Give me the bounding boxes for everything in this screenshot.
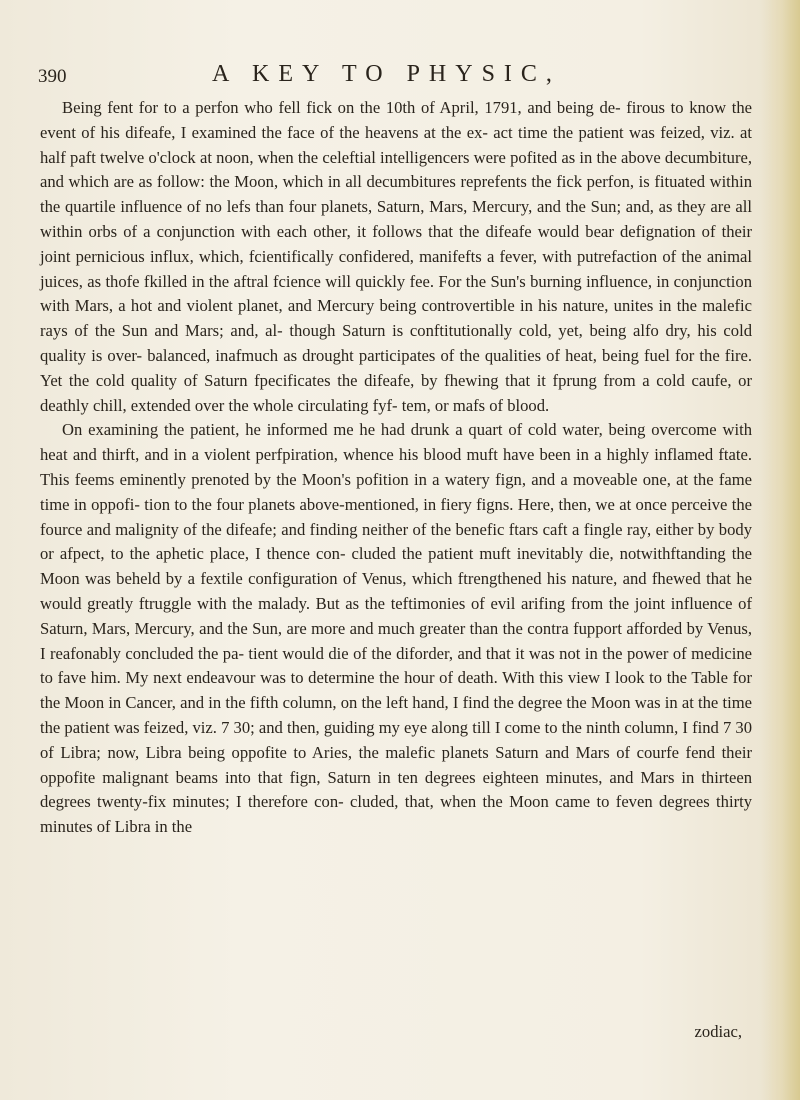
page-header [38,58,758,92]
paragraph: Being fent for to a perfon who fell fick on the 10th of April, 1791, and being de- firous to know the event of his difeafe, I examined the face of the heavens at the ex- act time the patient was feized, viz. at half paft twelve o'clock at noon, when the celeftial intelligencers were pofited as in the above decumbiture, and which are as follow: the Moon, which in all decumbitures reprefents the fick perfon, is fituated within the quartile influence of no lefs than four planets, Saturn, Mars, Mercury, and the Sun; and, as they are all within orbs of a conjunction with each other, it follows that the difeafe would bear defignation of their joint pernicious influx, which, fcientifically confidered, manifefts a fever, with putrefaction of the animal juices, as thofe fkilled in the aftral fcience will quickly fee. For the Sun's burning influence, in conjunction with Mars, a hot and violent planet, and Mercury being controvertible in his nature, unites in the malefic rays of the Sun and Mars; and, al- though Saturn is conftitutionally cold, yet, being alfo dry, his cold quality is over- balanced, inafmuch as drought participates of the qualities of heat, being fuel for the fire. Yet the cold quality of Saturn fpecificates the difeafe, by fhewing that it fprung from a cold caufe, or deathly chill, extended over the whole circulating fyf- tem, or mafs of blood. [40,98,752,415]
running-head: A KEY TO PHYSIC, [212,61,561,87]
page-edge-shadow [760,0,800,1100]
paragraph: On examining the patient, he informed me he had drunk a quart of cold water, being overcome with heat and thirft, and in a violent perfpiration, whence his blood muft have been in a highly inflamed ftate. This feems eminently prenoted by the Moon's pofition in a watery fign, and a moveable one, at the fame time in oppofi- tion to the four planets above-mentioned, in fiery figns. Here, then, we at once perceive the fource and malignity of the difeafe; and finding neither of the benefic ftars caft a fingle ray, either by body or afpect, to the aphetic place, I thence con- cluded the patient muft inevitably die, notwithftanding the Moon was beheld by a fextile configuration of Venus, which ftrengthened his nature, and fhewed that he would greatly ftruggle with the malady. But as the teftimonies of evil arifing from the joint influence of Saturn, Mars, Mercury, and the Sun, are more and much greater than the contra fupport afforded by Venus, I reafonably concluded the pa- tient would die of the diforder, and that it was not in the power of medicine to fave him. My next endeavour was to determine the hour of death. With this view I look to the Table for the Moon in Cancer, and in the fifth column, on the left hand, I find the degree the Moon was in at the time the patient was feized, viz. 7 30; and then, guiding my eye along till I come to the ninth column, I find 7 30 of Libra; now, Libra being oppofite to Aries, the malefic planets Saturn and Mars of courfe fend their oppofite malignant beams into that fign, Saturn in ten degrees eighteen minutes, and Mars in thirteen degrees twenty-fix minutes; I therefore con- cluded, that, when the Moon came to feven degrees thirty minutes of Libra in the [40,420,752,837]
catchword: zodiac, [694,1022,742,1041]
body-text [40,96,752,840]
page-number: 390 [38,66,67,87]
